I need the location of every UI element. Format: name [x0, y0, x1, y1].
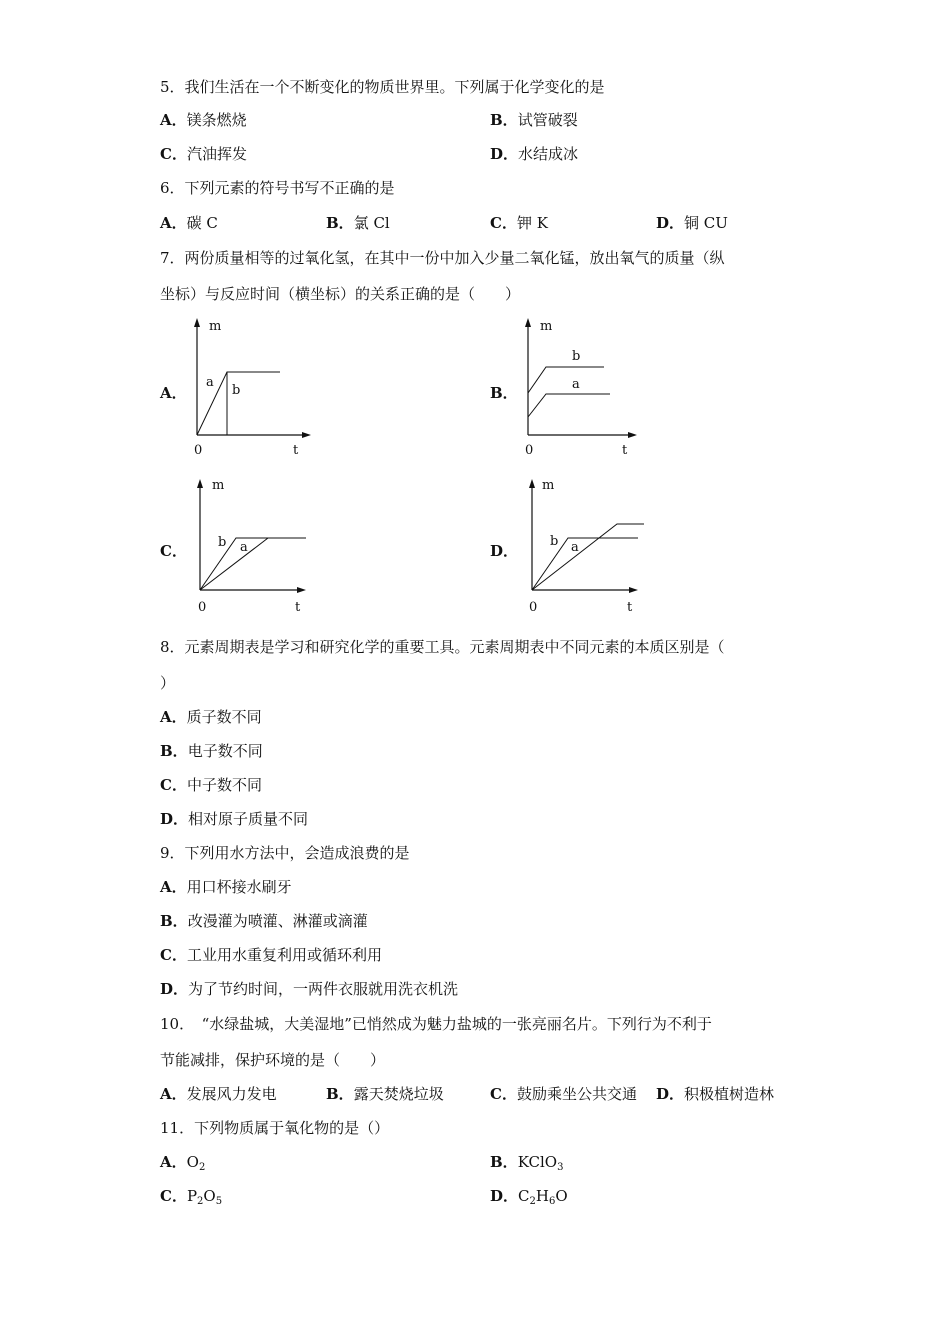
- y-axis-label: m: [540, 319, 553, 334]
- origin-label: 0: [525, 443, 534, 458]
- q8-stem-line2: ）: [160, 674, 176, 692]
- q6-stem: 6．下列元素的符号书写不正确的是: [160, 179, 395, 197]
- option-text: 积极植树造林: [684, 1085, 775, 1103]
- q8-stem-line1: 8．元素周期表是学习和研究化学的重要工具。元素周期表中不同元素的本质区别是（: [160, 638, 725, 656]
- option-label: A．: [160, 1153, 187, 1171]
- formula-subscript: 2: [198, 1162, 206, 1173]
- q6-option-c[interactable]: [490, 213, 548, 233]
- curve-a-label: a: [240, 540, 248, 555]
- q7-graph-d[interactable]: [520, 474, 650, 619]
- curve-b-label: b: [572, 349, 581, 364]
- formula-subscript: 2: [529, 1196, 536, 1207]
- q11-option-d[interactable]: [490, 1186, 568, 1206]
- q5-option-d[interactable]: [490, 144, 578, 164]
- curve-a: [200, 538, 268, 590]
- q7-graph-d-label[interactable]: D．: [490, 542, 519, 560]
- option-label: B．: [160, 912, 188, 930]
- option-label: D．: [656, 1085, 685, 1103]
- q5-stem: 5．我们生活在一个不断变化的物质世界里。下列属于化学变化的是: [160, 78, 605, 96]
- curve-b-label: b: [218, 535, 227, 550]
- q10-option-c[interactable]: [490, 1084, 637, 1104]
- q8-option-a[interactable]: [160, 707, 262, 727]
- option-label: A．: [160, 111, 187, 129]
- option-label: C．: [160, 1187, 187, 1205]
- option-text: 鼓励乘坐公共交通: [516, 1085, 637, 1103]
- q6-option-b[interactable]: [326, 213, 390, 233]
- option-text: 用口杯接水刷牙: [186, 878, 292, 896]
- curve-b: [200, 538, 306, 590]
- q7-graph-b[interactable]: [516, 315, 646, 460]
- option-text: 试管破裂: [517, 111, 578, 129]
- formula-subscript: 6: [548, 1196, 556, 1207]
- option-text: 发展风力发电: [186, 1085, 277, 1103]
- option-label: D．: [490, 145, 519, 163]
- q7-stem-line1: 7．两份质量相等的过氧化氢，在其中一份中加入少量二氧化锰，放出氧气的质量（纵: [160, 249, 725, 267]
- curve-a: [528, 394, 610, 417]
- option-text: 电子数不同: [187, 742, 263, 760]
- option-label: C．: [160, 946, 187, 964]
- curve-b-label: b: [232, 383, 241, 398]
- q10-option-b[interactable]: [326, 1084, 444, 1104]
- q7-graph-a-label[interactable]: A．: [160, 384, 187, 402]
- q5-option-c[interactable]: [160, 144, 247, 164]
- option-label: A．: [160, 708, 187, 726]
- x-axis-label: t: [627, 600, 633, 615]
- q6-option-d[interactable]: [656, 213, 728, 233]
- q5-option-b[interactable]: [490, 110, 578, 130]
- y-axis-label: m: [542, 478, 555, 493]
- option-label: A．: [160, 1085, 187, 1103]
- q10-stem-line1: 10． “水绿盐城，大美湿地”已悄然成为魅力盐城的一张亮丽名片。下列行为不利于: [160, 1015, 712, 1033]
- option-label: D．: [160, 810, 189, 828]
- q10-option-a[interactable]: [160, 1084, 277, 1104]
- option-label: C．: [160, 145, 187, 163]
- q7-stem-line2: 坐标）与反应时间（横坐标）的关系正确的是（ ）: [160, 285, 521, 303]
- q6-option-a[interactable]: [160, 213, 218, 233]
- option-label: D．: [160, 980, 189, 998]
- q7-graph-c-label[interactable]: C．: [160, 542, 187, 560]
- curve-a-label: a: [572, 377, 580, 392]
- origin-label: 0: [529, 600, 538, 615]
- formula-part: KClO: [517, 1153, 558, 1171]
- curve-a-label: a: [206, 375, 214, 390]
- q7-graph-c[interactable]: [188, 474, 318, 619]
- option-text: 镁条燃烧: [186, 111, 247, 129]
- option-label: D．: [490, 1187, 519, 1205]
- formula-part: C: [518, 1187, 530, 1205]
- q8-option-b[interactable]: [160, 741, 263, 761]
- q9-option-d[interactable]: [160, 979, 458, 999]
- q7-graph-b-label[interactable]: B．: [490, 384, 518, 402]
- q11-stem: 11．下列物质属于氧化物的是（）: [160, 1119, 390, 1137]
- q5-option-a[interactable]: [160, 110, 247, 130]
- option-text: 中子数不同: [186, 776, 262, 794]
- option-text: 水结成冰: [518, 145, 579, 163]
- option-label: B．: [490, 111, 518, 129]
- formula-subscript: 5: [215, 1196, 223, 1207]
- q9-option-b[interactable]: [160, 911, 368, 931]
- option-text: 氯 Cl: [353, 214, 390, 232]
- option-text: 露天焚烧垃圾: [353, 1085, 444, 1103]
- option-text: 改漫灌为喷灌、淋灌或滴灌: [187, 912, 368, 930]
- origin-label: 0: [198, 600, 207, 615]
- q11-option-c[interactable]: [160, 1186, 222, 1206]
- curve-b: [528, 367, 604, 393]
- formula-part: H: [535, 1187, 549, 1205]
- q9-option-c[interactable]: [160, 945, 382, 965]
- x-axis-label: t: [293, 443, 299, 458]
- y-axis-label: m: [209, 319, 222, 334]
- curve-a: [532, 524, 644, 590]
- option-label: C．: [160, 776, 187, 794]
- option-text: 钾 K: [516, 214, 548, 232]
- formula-part: O: [186, 1153, 199, 1171]
- option-label: C．: [490, 1085, 517, 1103]
- y-axis-label: m: [212, 478, 225, 493]
- formula-part: O: [555, 1187, 568, 1205]
- option-text: 碳 C: [186, 214, 218, 232]
- option-text: 为了节约时间，一两件衣服就用洗衣机洗: [188, 980, 459, 998]
- formula-part: P: [186, 1187, 198, 1205]
- q8-option-c[interactable]: [160, 775, 262, 795]
- formula-subscript: 2: [197, 1196, 204, 1207]
- option-label: C．: [490, 214, 517, 232]
- q11-option-b[interactable]: [490, 1152, 563, 1172]
- option-text: 质子数不同: [186, 708, 262, 726]
- option-text: 汽油挥发: [186, 145, 247, 163]
- option-label: B．: [326, 1085, 354, 1103]
- option-label: B．: [490, 1153, 518, 1171]
- q7-graph-a[interactable]: [185, 315, 315, 460]
- formula-part: O: [203, 1187, 216, 1205]
- option-label: A．: [160, 214, 187, 232]
- q11-option-a[interactable]: [160, 1152, 205, 1172]
- x-axis-label: t: [295, 600, 301, 615]
- q9-stem: 9．下列用水方法中，会造成浪费的是: [160, 844, 410, 862]
- curve-b-label: b: [550, 534, 559, 549]
- q10-stem-line2: 节能减排，保护环境的是（ ）: [160, 1051, 386, 1069]
- option-text: 工业用水重复利用或循环利用: [186, 946, 382, 964]
- formula-subscript: 3: [557, 1162, 564, 1173]
- curve-b: [532, 538, 638, 590]
- option-text: 相对原子质量不同: [188, 810, 309, 828]
- q9-option-a[interactable]: [160, 877, 292, 897]
- option-label: A．: [160, 878, 187, 896]
- q8-option-d[interactable]: [160, 809, 308, 829]
- option-label: B．: [326, 214, 354, 232]
- curve-a-label: a: [571, 540, 579, 555]
- option-label: B．: [160, 742, 188, 760]
- option-text: 铜 CU: [684, 214, 728, 232]
- origin-label: 0: [194, 443, 203, 458]
- option-label: D．: [656, 214, 685, 232]
- q10-option-d[interactable]: [656, 1084, 774, 1104]
- x-axis-label: t: [622, 443, 628, 458]
